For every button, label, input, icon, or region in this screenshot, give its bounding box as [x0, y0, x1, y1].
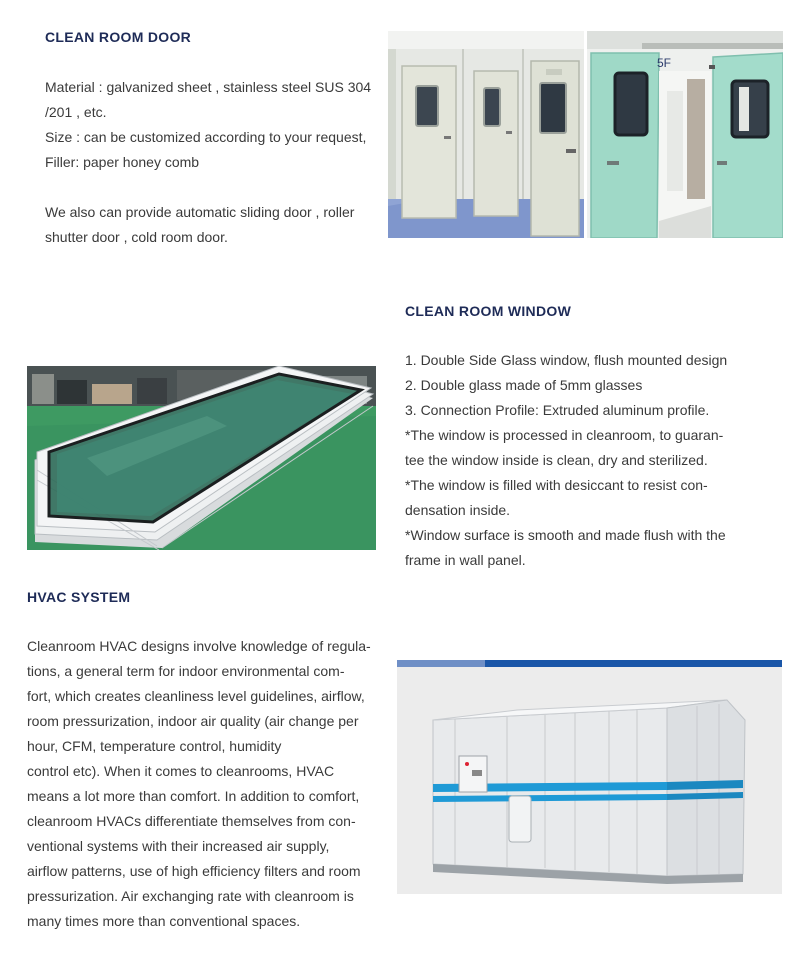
- door-line: Filler: paper honey comb: [45, 154, 200, 170]
- door-line: Material : galvanized sheet , stainless steel SUS 304: [45, 79, 372, 95]
- window-line: tee the window inside is clean, dry and sterilized.: [405, 452, 708, 468]
- door-description: [45, 75, 371, 250]
- hvac-line: many times more than conventional spaces.: [27, 913, 301, 929]
- hvac-line: ventional systems with their increased air supply,: [27, 838, 330, 854]
- floor-sign: 5F: [657, 56, 672, 70]
- hvac-section-title: HVAC SYSTEM: [27, 589, 131, 605]
- hvac-line: airflow patterns, use of high efficiency filters and room: [27, 863, 361, 879]
- door-extra-line: shutter door , cold room door.: [45, 229, 228, 245]
- hvac-unit-photo: [397, 660, 782, 894]
- window-line: 3. Connection Profile: Extruded aluminum profile.: [405, 402, 710, 418]
- window-line: 2. Double glass made of 5mm glasses: [405, 377, 643, 393]
- hvac-line: tions, a general term for indoor environmental com-: [27, 663, 345, 679]
- window-line: 1. Double Side Glass window, flush mounted design: [405, 352, 728, 368]
- hvac-line: pressurization. Air exchanging rate with cleanroom is: [27, 888, 354, 904]
- door-extra-line: We also can provide automatic sliding door , roller: [45, 204, 355, 220]
- hvac-line: means a lot more than comfort. In addition to comfort,: [27, 788, 360, 804]
- window-line: frame in wall panel.: [405, 552, 526, 568]
- hvac-line: room pressurization, indoor air quality (air change per: [27, 713, 359, 729]
- hvac-line: control etc). When it comes to cleanrooms, HVAC: [27, 763, 335, 779]
- window-line: densation inside.: [405, 502, 511, 518]
- hvac-description: [27, 634, 371, 934]
- door-line: Size : can be customized according to your request,: [45, 129, 367, 145]
- window-line: *The window is processed in cleanroom, to guaran-: [405, 427, 724, 443]
- hvac-line: hour, CFM, temperature control, humidity: [27, 738, 282, 754]
- double-glass-window-photo: [27, 366, 376, 550]
- door-line: /201 , etc.: [45, 104, 107, 120]
- green-double-door-photo: [587, 31, 783, 238]
- door-section-title: CLEAN ROOM DOOR: [45, 29, 192, 45]
- hvac-line: Cleanroom HVAC designs involve knowledge of regula-: [27, 638, 371, 654]
- window-line: *Window surface is smooth and made flush with the: [405, 527, 726, 543]
- window-line: *The window is filled with desiccant to resist con-: [405, 477, 708, 493]
- window-section-title: CLEAN ROOM WINDOW: [405, 303, 572, 319]
- hvac-line: fort, which creates cleanliness level guidelines, airflow,: [27, 688, 365, 704]
- cleanroom-doors-photo: [388, 31, 584, 238]
- window-description: [405, 348, 727, 573]
- hvac-line: cleanroom HVACs differentiate themselves from con-: [27, 813, 356, 829]
